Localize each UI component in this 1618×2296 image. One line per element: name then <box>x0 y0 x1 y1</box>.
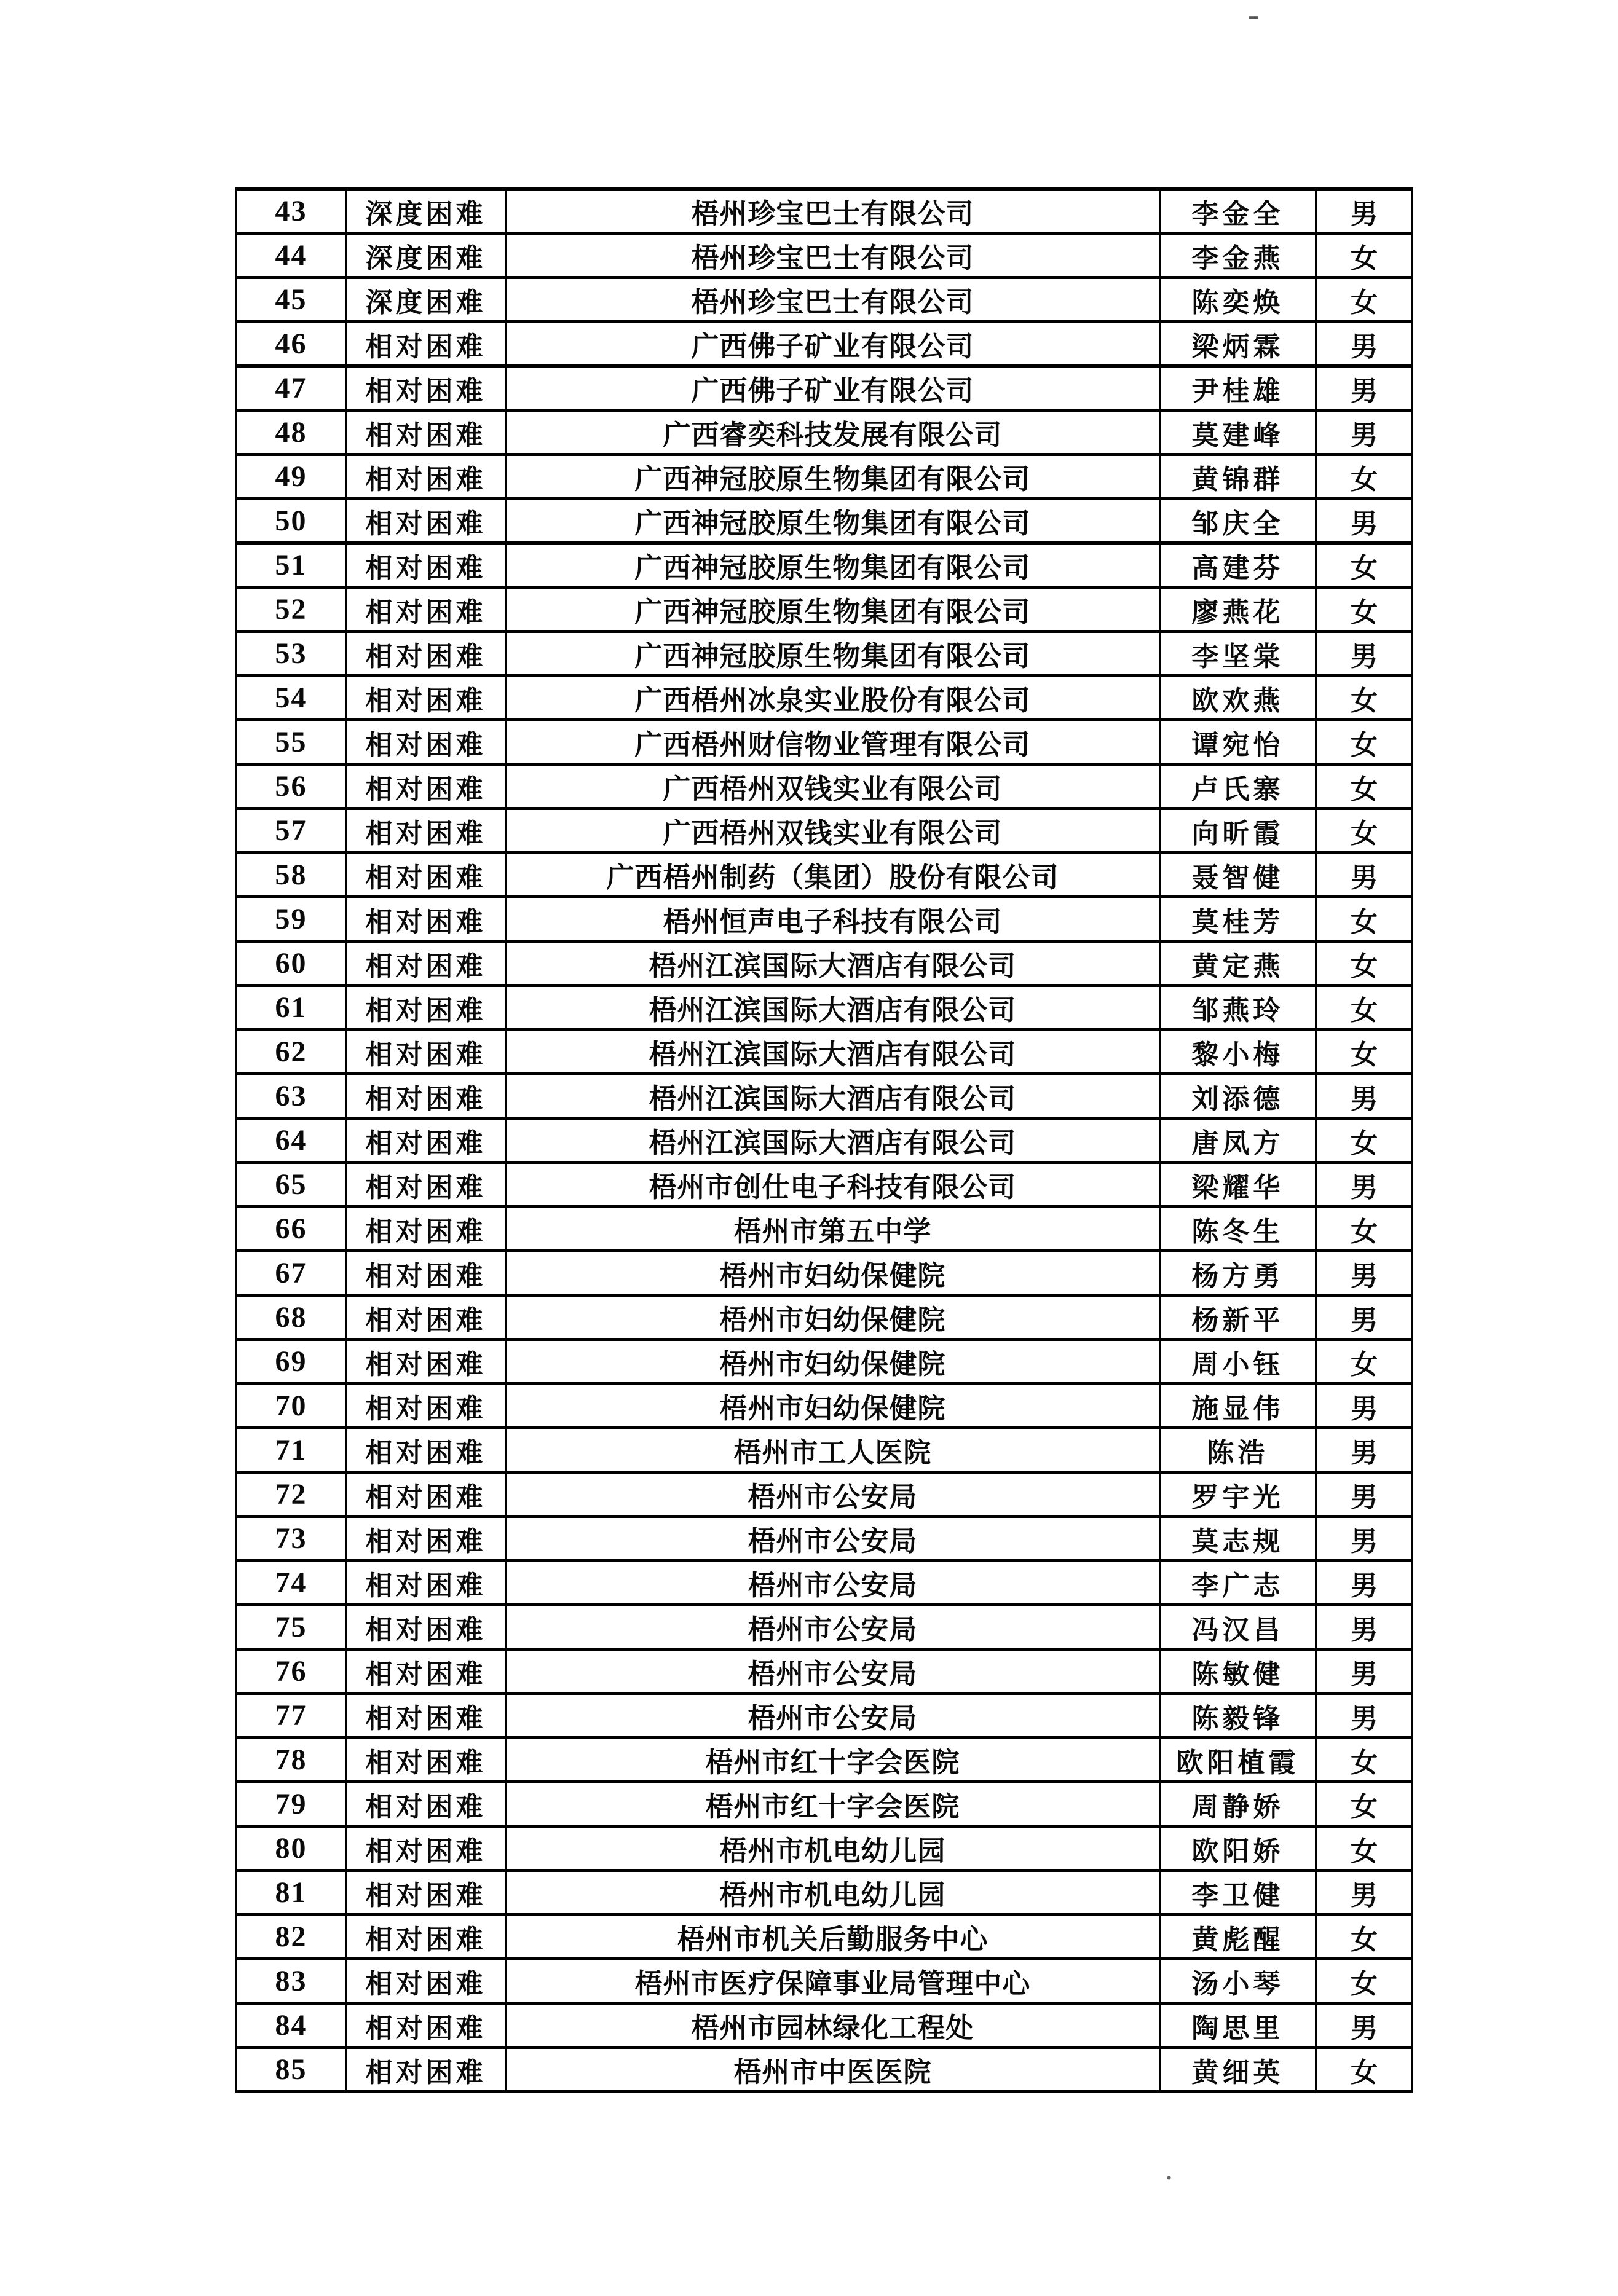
cell-name: 梁炳霖 <box>1159 322 1316 366</box>
cell-company: 梧州市公安局 <box>506 1605 1160 1649</box>
cell-company: 广西神冠胶原生物集团有限公司 <box>506 588 1160 632</box>
cell-seq: 55 <box>237 720 346 765</box>
cell-gender: 女 <box>1316 1207 1413 1251</box>
cell-name: 黄定燕 <box>1159 942 1316 986</box>
cell-seq: 80 <box>237 1826 346 1871</box>
table-body <box>237 189 1413 2092</box>
cell-gender: 女 <box>1316 588 1413 632</box>
cell-name: 黄细英 <box>1159 2048 1316 2092</box>
cell-name: 高建芬 <box>1159 543 1316 588</box>
cell-gender: 女 <box>1316 765 1413 809</box>
cell-company: 广西梧州双钱实业有限公司 <box>506 765 1160 809</box>
cell-company: 梧州市园林绿化工程处 <box>506 2003 1160 2048</box>
cell-name: 莫建峰 <box>1159 411 1316 455</box>
cell-company: 梧州市公安局 <box>506 1694 1160 1738</box>
cell-gender: 女 <box>1316 897 1413 942</box>
cell-company: 广西梧州财信物业管理有限公司 <box>506 720 1160 765</box>
cell-seq: 43 <box>237 189 346 234</box>
cell-name: 李金全 <box>1159 189 1316 234</box>
table-row <box>237 1649 1413 1694</box>
cell-gender: 男 <box>1316 322 1413 366</box>
cell-company: 广西梧州制药（集团）股份有限公司 <box>506 853 1160 897</box>
table-row <box>237 632 1413 676</box>
beneficiary-table <box>235 187 1413 2093</box>
cell-category: 相对困难 <box>345 1561 505 1605</box>
table-row <box>237 411 1413 455</box>
cell-seq: 75 <box>237 1605 346 1649</box>
cell-category: 相对困难 <box>345 1517 505 1561</box>
cell-category: 相对困难 <box>345 1207 505 1251</box>
cell-seq: 79 <box>237 1782 346 1826</box>
table-row <box>237 1959 1413 2003</box>
cell-company: 广西佛子矿业有限公司 <box>506 322 1160 366</box>
cell-seq: 58 <box>237 853 346 897</box>
table-row <box>237 2048 1413 2092</box>
cell-seq: 83 <box>237 1959 346 2003</box>
table-row <box>237 278 1413 322</box>
cell-seq: 67 <box>237 1251 346 1295</box>
cell-company: 梧州市妇幼保健院 <box>506 1251 1160 1295</box>
cell-seq: 60 <box>237 942 346 986</box>
cell-company: 广西神冠胶原生物集团有限公司 <box>506 543 1160 588</box>
cell-seq: 74 <box>237 1561 346 1605</box>
cell-gender: 男 <box>1316 1517 1413 1561</box>
cell-name: 陈敏健 <box>1159 1649 1316 1694</box>
table-row <box>237 809 1413 853</box>
cell-category: 相对困难 <box>345 1251 505 1295</box>
table-row <box>237 1384 1413 1428</box>
cell-gender: 女 <box>1316 1959 1413 2003</box>
table-row <box>237 1782 1413 1826</box>
cell-seq: 61 <box>237 986 346 1030</box>
cell-category: 相对困难 <box>345 1959 505 2003</box>
cell-seq: 49 <box>237 455 346 499</box>
cell-name: 陶思里 <box>1159 2003 1316 2048</box>
cell-seq: 57 <box>237 809 346 853</box>
cell-seq: 68 <box>237 1295 346 1340</box>
cell-category: 相对困难 <box>345 1295 505 1340</box>
cell-gender: 男 <box>1316 1295 1413 1340</box>
cell-gender: 男 <box>1316 1074 1413 1119</box>
cell-category: 相对困难 <box>345 1649 505 1694</box>
table-row <box>237 1915 1413 1959</box>
cell-category: 相对困难 <box>345 1871 505 1915</box>
cell-company: 梧州市医疗保障事业局管理中心 <box>506 1959 1160 2003</box>
cell-name: 莫志规 <box>1159 1517 1316 1561</box>
scan-artifact-dot: . <box>1165 2152 1173 2187</box>
cell-name: 冯汉昌 <box>1159 1605 1316 1649</box>
table-row <box>237 986 1413 1030</box>
cell-category: 相对困难 <box>345 1340 505 1384</box>
cell-name: 欧阳植霞 <box>1159 1738 1316 1782</box>
cell-category: 相对困难 <box>345 1738 505 1782</box>
cell-gender: 女 <box>1316 2048 1413 2092</box>
cell-seq: 50 <box>237 499 346 543</box>
cell-category: 相对困难 <box>345 1915 505 1959</box>
cell-company: 广西神冠胶原生物集团有限公司 <box>506 455 1160 499</box>
cell-gender: 女 <box>1316 1915 1413 1959</box>
cell-category: 相对困难 <box>345 632 505 676</box>
cell-company: 梧州市中医医院 <box>506 2048 1160 2092</box>
cell-company: 梧州市妇幼保健院 <box>506 1384 1160 1428</box>
cell-name: 尹桂雄 <box>1159 366 1316 411</box>
table-row <box>237 1826 1413 1871</box>
table-row <box>237 455 1413 499</box>
cell-seq: 70 <box>237 1384 346 1428</box>
table-row <box>237 322 1413 366</box>
cell-gender: 女 <box>1316 234 1413 278</box>
cell-category: 深度困难 <box>345 234 505 278</box>
table-row <box>237 676 1413 720</box>
cell-category: 相对困难 <box>345 366 505 411</box>
cell-category: 相对困难 <box>345 1119 505 1163</box>
cell-company: 梧州珍宝巴士有限公司 <box>506 278 1160 322</box>
cell-gender: 男 <box>1316 1649 1413 1694</box>
cell-gender: 男 <box>1316 1561 1413 1605</box>
cell-category: 相对困难 <box>345 2003 505 2048</box>
table-row <box>237 765 1413 809</box>
cell-name: 汤小琴 <box>1159 1959 1316 2003</box>
cell-company: 梧州市创仕电子科技有限公司 <box>506 1163 1160 1207</box>
cell-gender: 女 <box>1316 1119 1413 1163</box>
cell-gender: 男 <box>1316 411 1413 455</box>
cell-seq: 56 <box>237 765 346 809</box>
table-row <box>237 1428 1413 1472</box>
cell-gender: 男 <box>1316 1694 1413 1738</box>
cell-gender: 男 <box>1316 1605 1413 1649</box>
table-row <box>237 1251 1413 1295</box>
cell-company: 广西神冠胶原生物集团有限公司 <box>506 499 1160 543</box>
cell-category: 相对困难 <box>345 2048 505 2092</box>
cell-seq: 46 <box>237 322 346 366</box>
cell-company: 梧州江滨国际大酒店有限公司 <box>506 1074 1160 1119</box>
cell-company: 梧州市机关后勤服务中心 <box>506 1915 1160 1959</box>
cell-gender: 男 <box>1316 189 1413 234</box>
cell-category: 相对困难 <box>345 809 505 853</box>
cell-name: 廖燕花 <box>1159 588 1316 632</box>
cell-name: 莫桂芳 <box>1159 897 1316 942</box>
cell-gender: 男 <box>1316 366 1413 411</box>
table-row <box>237 720 1413 765</box>
cell-seq: 77 <box>237 1694 346 1738</box>
cell-company: 广西梧州冰泉实业股份有限公司 <box>506 676 1160 720</box>
cell-gender: 男 <box>1316 1428 1413 1472</box>
cell-seq: 66 <box>237 1207 346 1251</box>
cell-gender: 女 <box>1316 942 1413 986</box>
cell-category: 相对困难 <box>345 1694 505 1738</box>
cell-company: 梧州珍宝巴士有限公司 <box>506 234 1160 278</box>
cell-company: 广西神冠胶原生物集团有限公司 <box>506 632 1160 676</box>
cell-seq: 48 <box>237 411 346 455</box>
cell-name: 卢氏寨 <box>1159 765 1316 809</box>
cell-name: 杨新平 <box>1159 1295 1316 1340</box>
cell-name: 施显伟 <box>1159 1384 1316 1428</box>
cell-name: 黄彪醒 <box>1159 1915 1316 1959</box>
cell-category: 相对困难 <box>345 1384 505 1428</box>
cell-seq: 63 <box>237 1074 346 1119</box>
cell-company: 梧州市工人医院 <box>506 1428 1160 1472</box>
cell-company: 梧州江滨国际大酒店有限公司 <box>506 1119 1160 1163</box>
cell-name: 欧欢燕 <box>1159 676 1316 720</box>
cell-seq: 62 <box>237 1030 346 1074</box>
cell-seq: 69 <box>237 1340 346 1384</box>
cell-seq: 45 <box>237 278 346 322</box>
cell-name: 邹庆全 <box>1159 499 1316 543</box>
cell-seq: 78 <box>237 1738 346 1782</box>
cell-company: 梧州市公安局 <box>506 1561 1160 1605</box>
cell-gender: 女 <box>1316 1826 1413 1871</box>
cell-gender: 男 <box>1316 1871 1413 1915</box>
table-row <box>237 499 1413 543</box>
cell-category: 相对困难 <box>345 765 505 809</box>
table-row <box>237 1694 1413 1738</box>
table-row <box>237 1030 1413 1074</box>
cell-category: 相对困难 <box>345 455 505 499</box>
table-row <box>237 853 1413 897</box>
cell-category: 相对困难 <box>345 1030 505 1074</box>
cell-category: 深度困难 <box>345 189 505 234</box>
cell-name: 李卫健 <box>1159 1871 1316 1915</box>
cell-company: 梧州市公安局 <box>506 1649 1160 1694</box>
cell-category: 相对困难 <box>345 1163 505 1207</box>
cell-name: 欧阳娇 <box>1159 1826 1316 1871</box>
cell-gender: 男 <box>1316 2003 1413 2048</box>
cell-category: 相对困难 <box>345 897 505 942</box>
cell-gender: 女 <box>1316 278 1413 322</box>
table-row <box>237 1605 1413 1649</box>
cell-seq: 85 <box>237 2048 346 2092</box>
cell-company: 广西睿奕科技发展有限公司 <box>506 411 1160 455</box>
cell-seq: 81 <box>237 1871 346 1915</box>
cell-seq: 76 <box>237 1649 346 1694</box>
cell-category: 深度困难 <box>345 278 505 322</box>
table-row <box>237 1738 1413 1782</box>
table-row <box>237 1295 1413 1340</box>
cell-gender: 男 <box>1316 1251 1413 1295</box>
cell-category: 相对困难 <box>345 986 505 1030</box>
cell-seq: 54 <box>237 676 346 720</box>
cell-category: 相对困难 <box>345 1074 505 1119</box>
table-row <box>237 1207 1413 1251</box>
cell-name: 周静娇 <box>1159 1782 1316 1826</box>
table-row <box>237 1163 1413 1207</box>
cell-company: 广西梧州双钱实业有限公司 <box>506 809 1160 853</box>
table-row <box>237 897 1413 942</box>
cell-name: 陈冬生 <box>1159 1207 1316 1251</box>
cell-gender: 女 <box>1316 809 1413 853</box>
cell-name: 唐凤方 <box>1159 1119 1316 1163</box>
table-row <box>237 1871 1413 1915</box>
cell-name: 梁耀华 <box>1159 1163 1316 1207</box>
cell-gender: 女 <box>1316 1030 1413 1074</box>
cell-category: 相对困难 <box>345 1472 505 1517</box>
table-row <box>237 1517 1413 1561</box>
table-row <box>237 588 1413 632</box>
cell-category: 相对困难 <box>345 1605 505 1649</box>
cell-seq: 51 <box>237 543 346 588</box>
cell-seq: 53 <box>237 632 346 676</box>
cell-seq: 82 <box>237 1915 346 1959</box>
table-row <box>237 1119 1413 1163</box>
table-row <box>237 2003 1413 2048</box>
cell-seq: 71 <box>237 1428 346 1472</box>
cell-company: 梧州恒声电子科技有限公司 <box>506 897 1160 942</box>
cell-company: 梧州市机电幼儿园 <box>506 1871 1160 1915</box>
cell-name: 陈毅锋 <box>1159 1694 1316 1738</box>
cell-company: 梧州江滨国际大酒店有限公司 <box>506 1030 1160 1074</box>
cell-seq: 52 <box>237 588 346 632</box>
cell-gender: 女 <box>1316 986 1413 1030</box>
cell-category: 相对困难 <box>345 411 505 455</box>
cell-gender: 女 <box>1316 676 1413 720</box>
cell-category: 相对困难 <box>345 720 505 765</box>
cell-category: 相对困难 <box>345 499 505 543</box>
cell-company: 梧州市红十字会医院 <box>506 1738 1160 1782</box>
cell-category: 相对困难 <box>345 322 505 366</box>
cell-seq: 72 <box>237 1472 346 1517</box>
cell-company: 梧州市公安局 <box>506 1517 1160 1561</box>
cell-name: 陈浩 <box>1159 1428 1316 1472</box>
cell-seq: 65 <box>237 1163 346 1207</box>
cell-name: 罗宇光 <box>1159 1472 1316 1517</box>
table-row <box>237 1561 1413 1605</box>
cell-company: 梧州江滨国际大酒店有限公司 <box>506 942 1160 986</box>
cell-seq: 73 <box>237 1517 346 1561</box>
cell-name: 向昕霞 <box>1159 809 1316 853</box>
cell-name: 聂智健 <box>1159 853 1316 897</box>
cell-gender: 男 <box>1316 632 1413 676</box>
table-row <box>237 189 1413 234</box>
cell-gender: 男 <box>1316 499 1413 543</box>
cell-category: 相对困难 <box>345 676 505 720</box>
cell-category: 相对困难 <box>345 588 505 632</box>
table-row <box>237 1340 1413 1384</box>
cell-company: 梧州市第五中学 <box>506 1207 1160 1251</box>
cell-company: 梧州市机电幼儿园 <box>506 1826 1160 1871</box>
cell-gender: 女 <box>1316 455 1413 499</box>
cell-name: 黄锦群 <box>1159 455 1316 499</box>
cell-seq: 64 <box>237 1119 346 1163</box>
cell-seq: 47 <box>237 366 346 411</box>
cell-gender: 女 <box>1316 1340 1413 1384</box>
scan-artifact-dash: - <box>1248 0 1260 34</box>
cell-name: 刘添德 <box>1159 1074 1316 1119</box>
cell-gender: 女 <box>1316 720 1413 765</box>
cell-company: 梧州市公安局 <box>506 1472 1160 1517</box>
cell-name: 周小钰 <box>1159 1340 1316 1384</box>
table-row <box>237 1074 1413 1119</box>
cell-company: 广西佛子矿业有限公司 <box>506 366 1160 411</box>
cell-gender: 男 <box>1316 1384 1413 1428</box>
cell-seq: 59 <box>237 897 346 942</box>
cell-name: 黎小梅 <box>1159 1030 1316 1074</box>
cell-gender: 男 <box>1316 1163 1413 1207</box>
cell-name: 陈奕焕 <box>1159 278 1316 322</box>
cell-category: 相对困难 <box>345 1428 505 1472</box>
cell-company: 梧州市红十字会医院 <box>506 1782 1160 1826</box>
cell-seq: 44 <box>237 234 346 278</box>
table-row <box>237 234 1413 278</box>
cell-category: 相对困难 <box>345 853 505 897</box>
cell-name: 李广志 <box>1159 1561 1316 1605</box>
cell-name: 李坚棠 <box>1159 632 1316 676</box>
table-row <box>237 942 1413 986</box>
cell-category: 相对困难 <box>345 1826 505 1871</box>
cell-seq: 84 <box>237 2003 346 2048</box>
cell-name: 李金燕 <box>1159 234 1316 278</box>
cell-company: 梧州市妇幼保健院 <box>506 1340 1160 1384</box>
cell-gender: 女 <box>1316 1738 1413 1782</box>
cell-gender: 女 <box>1316 1782 1413 1826</box>
cell-gender: 男 <box>1316 1472 1413 1517</box>
cell-name: 谭宛怡 <box>1159 720 1316 765</box>
cell-company: 梧州珍宝巴士有限公司 <box>506 189 1160 234</box>
table-row <box>237 543 1413 588</box>
table-row <box>237 366 1413 411</box>
cell-category: 相对困难 <box>345 543 505 588</box>
cell-name: 邹燕玲 <box>1159 986 1316 1030</box>
cell-company: 梧州江滨国际大酒店有限公司 <box>506 986 1160 1030</box>
cell-gender: 男 <box>1316 853 1413 897</box>
cell-gender: 女 <box>1316 543 1413 588</box>
cell-category: 相对困难 <box>345 1782 505 1826</box>
cell-name: 杨方勇 <box>1159 1251 1316 1295</box>
cell-company: 梧州市妇幼保健院 <box>506 1295 1160 1340</box>
cell-category: 相对困难 <box>345 942 505 986</box>
table-row <box>237 1472 1413 1517</box>
